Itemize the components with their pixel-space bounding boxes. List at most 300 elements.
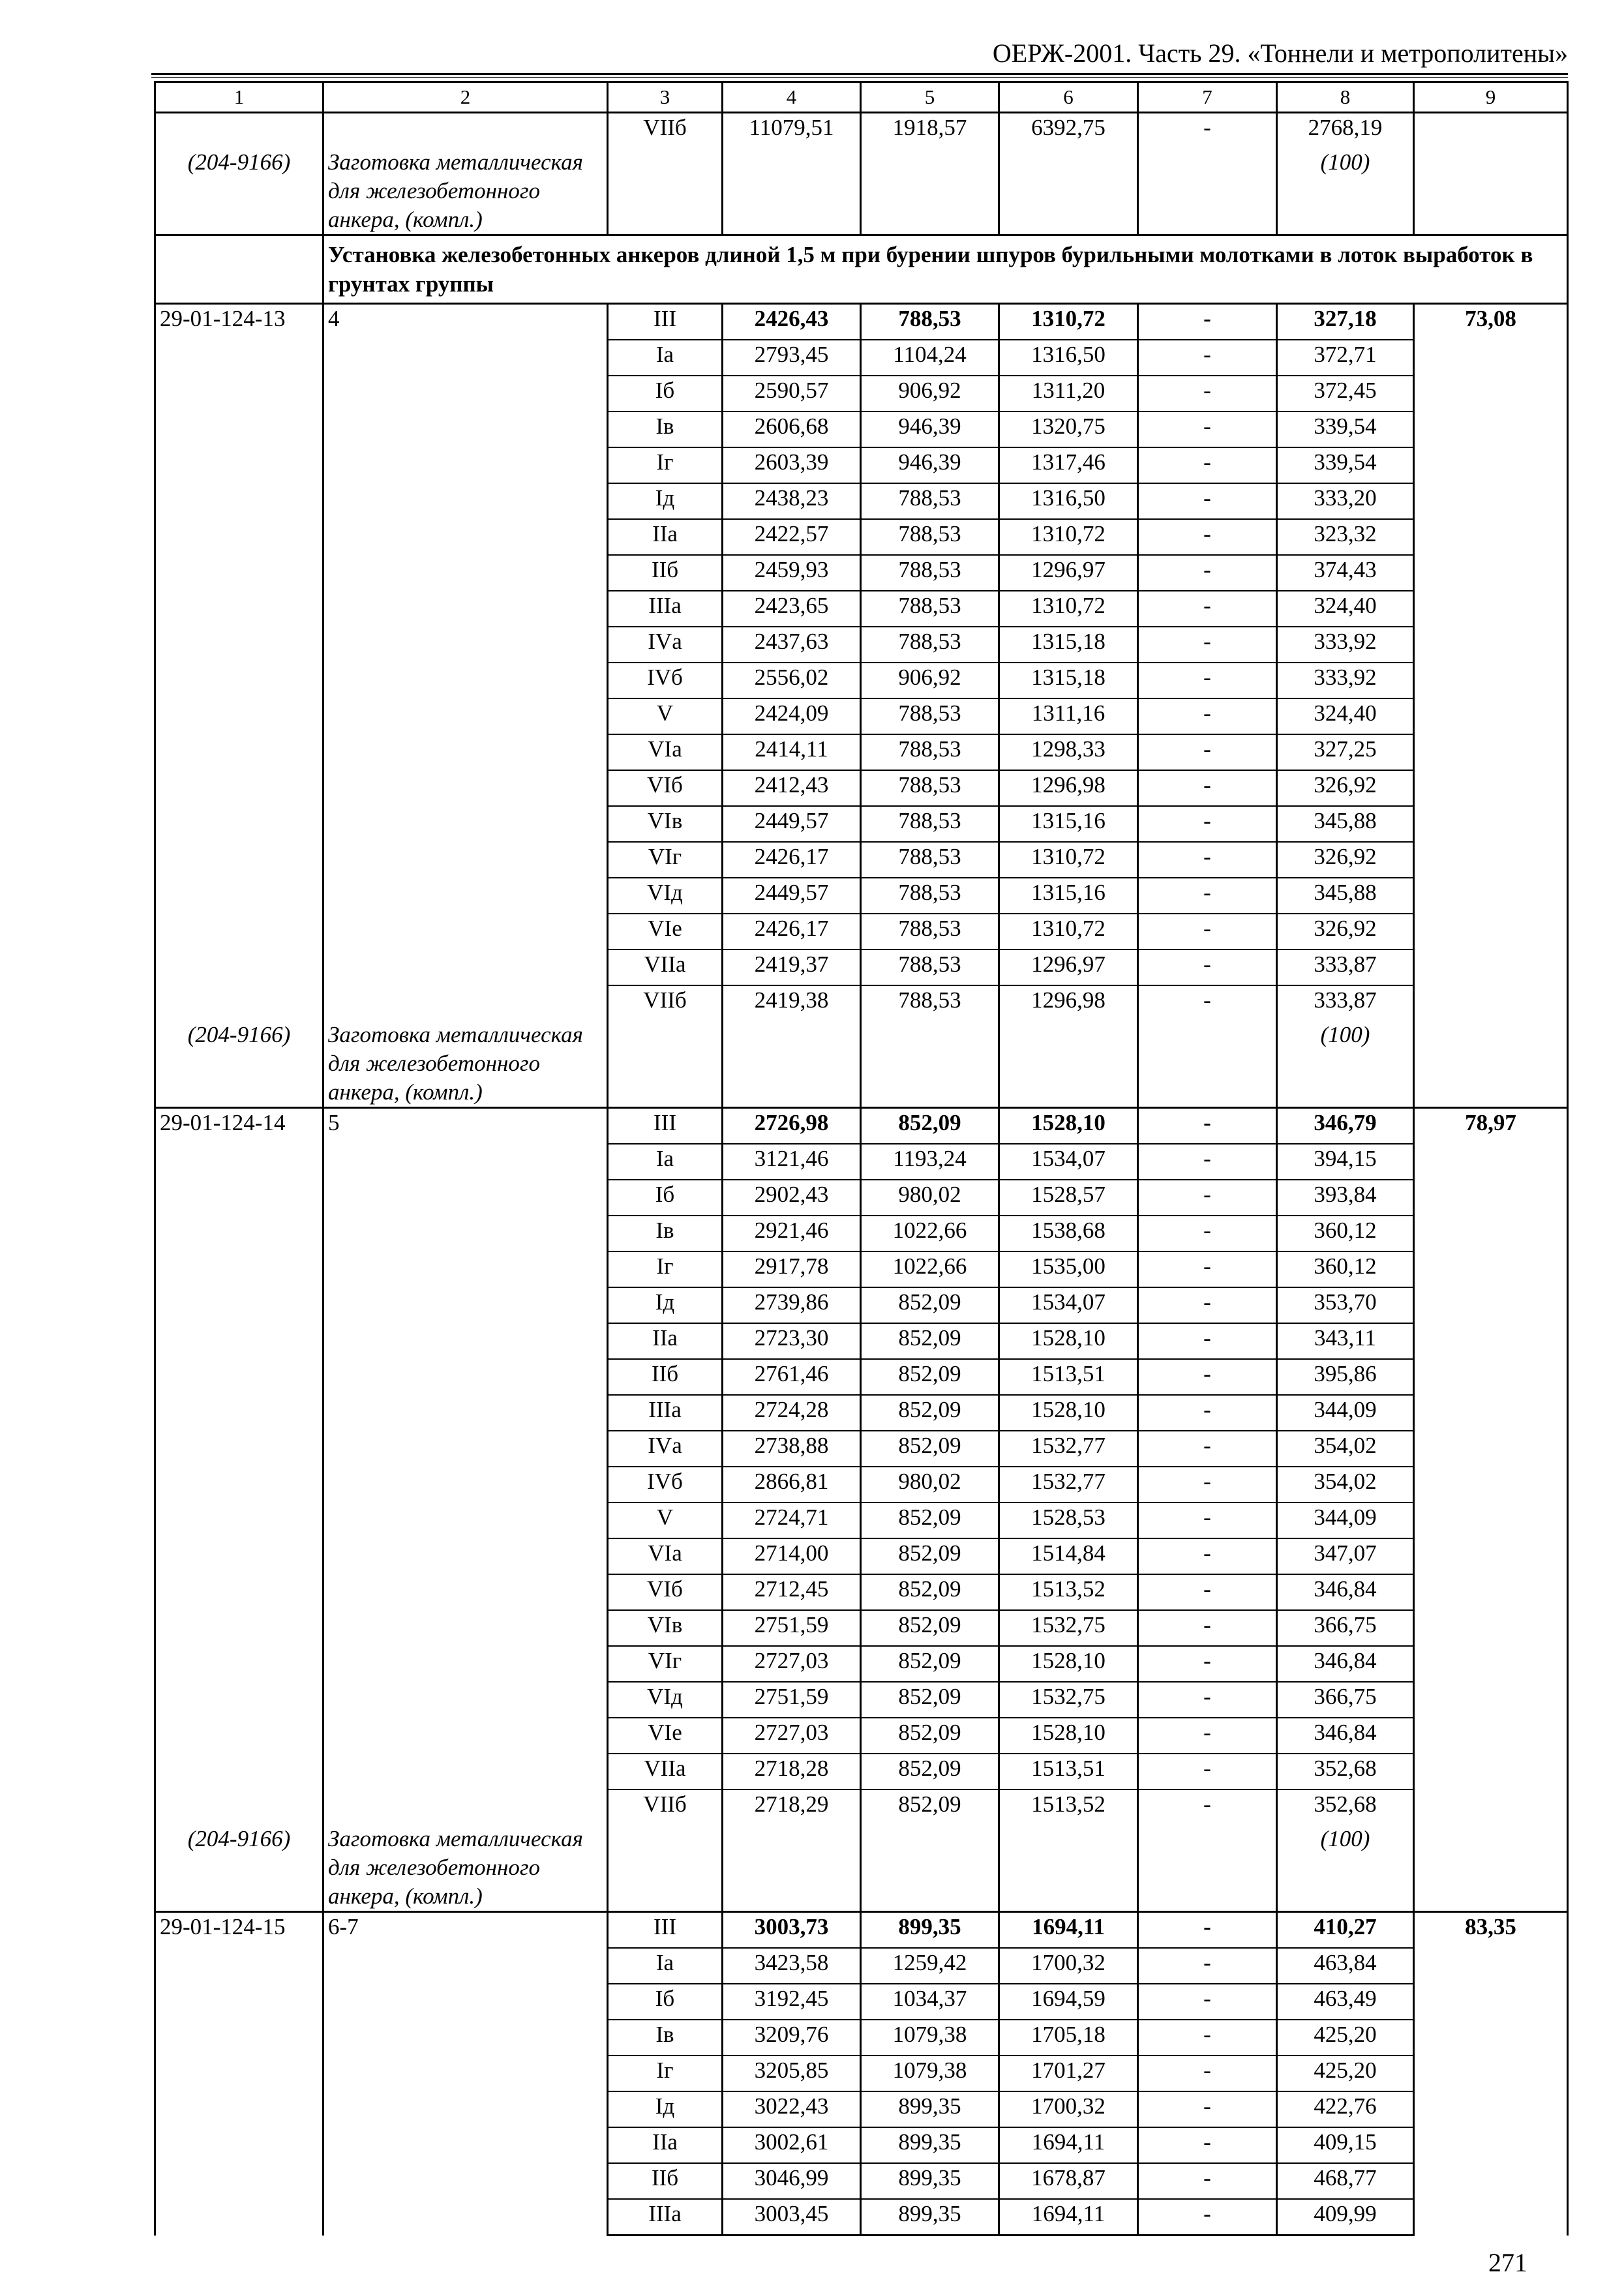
total-cost-cell: 2437,63 (723, 627, 861, 663)
machines-cell: 1694,11 (999, 2199, 1138, 2236)
group-cell: IVб (608, 1467, 723, 1503)
materials-cell: 463,49 (1277, 1984, 1414, 2020)
wages-cell: 788,53 (861, 304, 999, 340)
group-cell: III (608, 1108, 723, 1144)
page-header-title: ОЕРЖ-2001. Часть 29. «Тоннели и метрополитены» (992, 38, 1568, 68)
materials-cell: 422,76 (1277, 2091, 1414, 2127)
materials-cell: 366,75 (1277, 1610, 1414, 1646)
materials-cell: 354,02 (1277, 1467, 1414, 1503)
material-code: (204-9166) (155, 1825, 323, 1912)
group-cell: Iд (608, 483, 723, 519)
driver-wages-cell: - (1138, 1180, 1277, 1216)
total-cost-cell: 2606,68 (723, 411, 861, 447)
group-cell: IIб (608, 2163, 723, 2199)
wages-cell: 899,35 (861, 2127, 999, 2163)
machines-cell: 1514,84 (999, 1538, 1138, 1574)
machines-cell: 1532,77 (999, 1467, 1138, 1503)
wages-cell: 788,53 (861, 950, 999, 985)
group-cell: VIIб (608, 113, 723, 149)
material-quantity: (100) (1277, 148, 1414, 235)
machines-cell: 1528,53 (999, 1503, 1138, 1538)
driver-wages-cell: - (1138, 1431, 1277, 1467)
machines-cell: 1296,97 (999, 555, 1138, 591)
group-cell: IVб (608, 663, 723, 698)
total-cost-cell: 3121,46 (723, 1144, 861, 1180)
wages-cell: 1079,38 (861, 2056, 999, 2091)
wages-cell: 899,35 (861, 1912, 999, 1949)
total-cost-cell: 2426,43 (723, 304, 861, 340)
total-cost-cell: 2723,30 (723, 1323, 861, 1359)
group-cell: Iг (608, 2056, 723, 2091)
wages-cell: 852,09 (861, 1789, 999, 1825)
machines-cell: 1296,98 (999, 985, 1138, 1021)
total-cost-cell: 2714,00 (723, 1538, 861, 1574)
wages-cell: 788,53 (861, 483, 999, 519)
empty-cell (1414, 113, 1568, 235)
driver-wages-cell: - (1138, 627, 1277, 663)
materials-cell: 410,27 (1277, 1912, 1414, 1949)
total-cost-cell: 2414,11 (723, 734, 861, 770)
rate-code: 29-01-124-14 (155, 1108, 323, 1825)
machines-cell: 1528,10 (999, 1108, 1138, 1144)
wages-cell: 906,92 (861, 376, 999, 411)
wages-cell: 1034,37 (861, 1984, 999, 2020)
wages-cell: 1022,66 (861, 1251, 999, 1287)
driver-wages-cell: - (1138, 411, 1277, 447)
machines-cell: 1296,97 (999, 950, 1138, 985)
empty-cell (723, 148, 861, 235)
column-header-2: 2 (323, 82, 608, 113)
total-cost-cell: 2751,59 (723, 1610, 861, 1646)
driver-wages-cell: - (1138, 2163, 1277, 2199)
material-quantity: (100) (1277, 1021, 1414, 1108)
wages-cell: 899,35 (861, 2091, 999, 2127)
driver-wages-cell: - (1138, 1789, 1277, 1825)
group-cell: IIIа (608, 591, 723, 627)
materials-cell: 333,20 (1277, 483, 1414, 519)
materials-cell: 346,84 (1277, 1718, 1414, 1754)
driver-wages-cell: - (1138, 1682, 1277, 1718)
materials-cell: 395,86 (1277, 1359, 1414, 1395)
empty-cell (1138, 1021, 1277, 1108)
group-cell: Iд (608, 2091, 723, 2127)
driver-wages-cell: - (1138, 1395, 1277, 1431)
group-label: 5 (323, 1108, 608, 1825)
driver-wages-cell: - (1138, 483, 1277, 519)
column-header-5: 5 (861, 82, 999, 113)
machines-cell: 1311,20 (999, 376, 1138, 411)
driver-wages-cell: - (1138, 2091, 1277, 2127)
materials-cell: 468,77 (1277, 2163, 1414, 2199)
materials-cell: 333,92 (1277, 663, 1414, 698)
driver-wages-cell: - (1138, 340, 1277, 376)
machines-cell: 1513,51 (999, 1359, 1138, 1395)
wages-cell: 1918,57 (861, 113, 999, 149)
materials-cell: 372,45 (1277, 376, 1414, 411)
group-cell: V (608, 1503, 723, 1538)
materials-cell: 333,87 (1277, 950, 1414, 985)
total-cost-cell: 3046,99 (723, 2163, 861, 2199)
group-cell: IIIа (608, 2199, 723, 2236)
material-row (155, 1825, 1568, 1912)
machines-cell: 1315,18 (999, 663, 1138, 698)
driver-wages-cell: - (1138, 1251, 1277, 1287)
empty-cell (1138, 148, 1277, 235)
driver-wages-cell: - (1138, 555, 1277, 591)
empty-cell (861, 1825, 999, 1912)
wages-cell: 788,53 (861, 806, 999, 842)
empty-cell (861, 1021, 999, 1108)
machines-cell: 1528,10 (999, 1323, 1138, 1359)
driver-wages-cell: - (1138, 663, 1277, 698)
machines-cell: 1513,52 (999, 1574, 1138, 1610)
driver-wages-cell: - (1138, 698, 1277, 734)
machines-cell: 1528,10 (999, 1646, 1138, 1682)
total-cost-cell: 2419,37 (723, 950, 861, 985)
materials-cell: 360,12 (1277, 1251, 1414, 1287)
total-cost-cell: 2590,57 (723, 376, 861, 411)
total-cost-cell: 3209,76 (723, 2020, 861, 2056)
driver-wages-cell: - (1138, 1948, 1277, 1984)
total-cost-cell: 3423,58 (723, 1948, 861, 1984)
total-cost-cell: 2422,57 (723, 519, 861, 555)
materials-cell: 326,92 (1277, 914, 1414, 950)
machines-cell: 1535,00 (999, 1251, 1138, 1287)
driver-wages-cell: - (1138, 113, 1277, 149)
material-description: Заготовка металлическая для железобетонного анкера, (компл.) (323, 1021, 608, 1108)
total-cost-cell: 2438,23 (723, 483, 861, 519)
group-cell: Iб (608, 376, 723, 411)
wages-cell: 852,09 (861, 1503, 999, 1538)
wages-cell: 852,09 (861, 1359, 999, 1395)
column-header-4: 4 (723, 82, 861, 113)
materials-cell: 345,88 (1277, 806, 1414, 842)
column-header-9: 9 (1414, 82, 1568, 113)
table-body (155, 82, 1568, 2236)
group-cell: Iг (608, 1251, 723, 1287)
column-header-row (155, 82, 1568, 113)
group-cell: IIа (608, 2127, 723, 2163)
wages-cell: 1022,66 (861, 1216, 999, 1251)
labor-cost-cell: 78,97 (1414, 1108, 1568, 1912)
total-cost-cell: 2726,98 (723, 1108, 861, 1144)
materials-cell: 333,92 (1277, 627, 1414, 663)
machines-cell: 1701,27 (999, 2056, 1138, 2091)
total-cost-cell: 2419,38 (723, 985, 861, 1021)
machines-cell: 1534,07 (999, 1287, 1138, 1323)
group-cell: VIIб (608, 1789, 723, 1825)
group-cell: IIб (608, 555, 723, 591)
total-cost-cell: 3205,85 (723, 2056, 861, 2091)
driver-wages-cell: - (1138, 842, 1277, 878)
empty-cell (723, 1825, 861, 1912)
materials-cell: 339,54 (1277, 447, 1414, 483)
group-cell: Iа (608, 340, 723, 376)
table-row (155, 1912, 1568, 1949)
total-cost-cell: 2426,17 (723, 914, 861, 950)
materials-cell: 409,15 (1277, 2127, 1414, 2163)
wages-cell: 788,53 (861, 519, 999, 555)
group-cell: VIв (608, 806, 723, 842)
machines-cell: 1534,07 (999, 1144, 1138, 1180)
total-cost-cell: 3192,45 (723, 1984, 861, 2020)
machines-cell: 1513,51 (999, 1754, 1138, 1789)
wages-cell: 852,09 (861, 1108, 999, 1144)
machines-cell: 1528,10 (999, 1395, 1138, 1431)
driver-wages-cell: - (1138, 985, 1277, 1021)
total-cost-cell: 2793,45 (723, 340, 861, 376)
machines-cell: 1315,16 (999, 806, 1138, 842)
materials-cell: 425,20 (1277, 2056, 1414, 2091)
machines-cell: 1700,32 (999, 1948, 1138, 1984)
driver-wages-cell: - (1138, 1323, 1277, 1359)
driver-wages-cell: - (1138, 1574, 1277, 1610)
total-cost-cell: 2718,28 (723, 1754, 861, 1789)
machines-cell: 6392,75 (999, 113, 1138, 149)
total-cost-cell: 2921,46 (723, 1216, 861, 1251)
total-cost-cell: 2738,88 (723, 1431, 861, 1467)
wages-cell: 852,09 (861, 1431, 999, 1467)
materials-cell: 344,09 (1277, 1395, 1414, 1431)
materials-cell: 393,84 (1277, 1180, 1414, 1216)
group-cell: IIа (608, 1323, 723, 1359)
driver-wages-cell: - (1138, 1287, 1277, 1323)
section-title: Установка железобетонных анкеров длиной 1,5 м при бурении шпуров бурильными молотками в лоток выработок в грунтах группы (323, 235, 1568, 304)
total-cost-cell: 2423,65 (723, 591, 861, 627)
material-quantity: (100) (1277, 1825, 1414, 1912)
materials-cell: 327,18 (1277, 304, 1414, 340)
total-cost-cell: 2739,86 (723, 1287, 861, 1323)
group-cell: VIг (608, 842, 723, 878)
group-cell: VIд (608, 1682, 723, 1718)
group-cell: IVа (608, 627, 723, 663)
driver-wages-cell: - (1138, 950, 1277, 985)
wages-cell: 946,39 (861, 447, 999, 483)
materials-cell: 354,02 (1277, 1431, 1414, 1467)
materials-cell: 409,99 (1277, 2199, 1414, 2236)
empty-cell (323, 113, 608, 149)
driver-wages-cell: - (1138, 1610, 1277, 1646)
wages-cell: 1079,38 (861, 2020, 999, 2056)
driver-wages-cell: - (1138, 1646, 1277, 1682)
driver-wages-cell: - (1138, 1503, 1277, 1538)
materials-cell: 347,07 (1277, 1538, 1414, 1574)
rate-code: 29-01-124-15 (155, 1912, 323, 2236)
wages-cell: 980,02 (861, 1180, 999, 1216)
group-cell: IIа (608, 519, 723, 555)
wages-cell: 906,92 (861, 663, 999, 698)
materials-cell: 2768,19 (1277, 113, 1414, 149)
total-cost-cell: 2426,17 (723, 842, 861, 878)
group-cell: VIб (608, 770, 723, 806)
page-number: 271 (1488, 2248, 1527, 2277)
group-cell: Iа (608, 1948, 723, 1984)
empty-cell (723, 1021, 861, 1108)
empty-cell (155, 235, 323, 304)
driver-wages-cell: - (1138, 1467, 1277, 1503)
group-cell: IVа (608, 1431, 723, 1467)
material-code: (204-9166) (155, 1021, 323, 1108)
wages-cell: 1259,42 (861, 1948, 999, 1984)
group-cell: VIIа (608, 950, 723, 985)
group-cell: Iд (608, 1287, 723, 1323)
total-cost-cell: 2751,59 (723, 1682, 861, 1718)
materials-cell: 352,68 (1277, 1789, 1414, 1825)
wages-cell: 852,09 (861, 1574, 999, 1610)
wages-cell: 852,09 (861, 1323, 999, 1359)
materials-cell: 326,92 (1277, 842, 1414, 878)
total-cost-cell: 2556,02 (723, 663, 861, 698)
driver-wages-cell: - (1138, 914, 1277, 950)
wages-cell: 1104,24 (861, 340, 999, 376)
column-header-8: 8 (1277, 82, 1414, 113)
driver-wages-cell: - (1138, 591, 1277, 627)
total-cost-cell: 2449,57 (723, 806, 861, 842)
empty-cell (999, 1021, 1138, 1108)
group-cell: IIIа (608, 1395, 723, 1431)
total-cost-cell: 11079,51 (723, 113, 861, 149)
driver-wages-cell: - (1138, 2199, 1277, 2236)
machines-cell: 1528,10 (999, 1718, 1138, 1754)
machines-cell: 1694,11 (999, 2127, 1138, 2163)
total-cost-cell: 3003,45 (723, 2199, 861, 2236)
machines-cell: 1316,50 (999, 340, 1138, 376)
driver-wages-cell: - (1138, 304, 1277, 340)
total-cost-cell: 2917,78 (723, 1251, 861, 1287)
materials-cell: 372,71 (1277, 340, 1414, 376)
total-cost-cell: 2866,81 (723, 1467, 861, 1503)
driver-wages-cell: - (1138, 878, 1277, 914)
materials-cell: 327,25 (1277, 734, 1414, 770)
wages-cell: 1193,24 (861, 1144, 999, 1180)
driver-wages-cell: - (1138, 1108, 1277, 1144)
labor-cost-cell: 83,35 (1414, 1912, 1568, 2236)
wages-cell: 899,35 (861, 2199, 999, 2236)
material-row (155, 1021, 1568, 1108)
group-cell: Iа (608, 1144, 723, 1180)
total-cost-cell: 2459,93 (723, 555, 861, 591)
group-label: 4 (323, 304, 608, 1021)
driver-wages-cell: - (1138, 806, 1277, 842)
materials-cell: 324,40 (1277, 698, 1414, 734)
group-cell: VIа (608, 1538, 723, 1574)
wages-cell: 852,09 (861, 1538, 999, 1574)
wages-cell: 788,53 (861, 878, 999, 914)
driver-wages-cell: - (1138, 734, 1277, 770)
group-cell: III (608, 1912, 723, 1949)
machines-cell: 1298,33 (999, 734, 1138, 770)
group-cell: VIд (608, 878, 723, 914)
materials-cell: 346,79 (1277, 1108, 1414, 1144)
driver-wages-cell: - (1138, 1984, 1277, 2020)
machines-cell: 1528,57 (999, 1180, 1138, 1216)
machines-cell: 1310,72 (999, 591, 1138, 627)
total-cost-cell: 2727,03 (723, 1646, 861, 1682)
total-cost-cell: 2412,43 (723, 770, 861, 806)
machines-cell: 1513,52 (999, 1789, 1138, 1825)
total-cost-cell: 2718,29 (723, 1789, 861, 1825)
materials-cell: 345,88 (1277, 878, 1414, 914)
materials-cell: 463,84 (1277, 1948, 1414, 1984)
total-cost-cell: 2449,57 (723, 878, 861, 914)
column-header-1: 1 (155, 82, 323, 113)
driver-wages-cell: - (1138, 1538, 1277, 1574)
section-title-row (155, 235, 1568, 304)
total-cost-cell: 2724,28 (723, 1395, 861, 1431)
group-cell: VIе (608, 914, 723, 950)
wages-cell: 852,09 (861, 1610, 999, 1646)
wages-cell: 852,09 (861, 1754, 999, 1789)
materials-cell: 343,11 (1277, 1323, 1414, 1359)
group-cell: VIе (608, 1718, 723, 1754)
wages-cell: 788,53 (861, 555, 999, 591)
wages-cell: 852,09 (861, 1646, 999, 1682)
empty-cell (608, 1021, 723, 1108)
wages-cell: 852,09 (861, 1287, 999, 1323)
wages-cell: 980,02 (861, 1467, 999, 1503)
header-rule (151, 73, 1568, 75)
group-cell: Iб (608, 1180, 723, 1216)
driver-wages-cell: - (1138, 447, 1277, 483)
material-code: (204-9166) (155, 148, 323, 235)
machines-cell: 1310,72 (999, 304, 1138, 340)
driver-wages-cell: - (1138, 1359, 1277, 1395)
labor-cost-cell: 73,08 (1414, 304, 1568, 1108)
driver-wages-cell: - (1138, 2056, 1277, 2091)
group-cell: Iв (608, 411, 723, 447)
machines-cell: 1538,68 (999, 1216, 1138, 1251)
group-cell: VIа (608, 734, 723, 770)
table-row (155, 113, 1568, 149)
header-rule-thin (151, 77, 1568, 78)
driver-wages-cell: - (1138, 1718, 1277, 1754)
driver-wages-cell: - (1138, 519, 1277, 555)
total-cost-cell: 2902,43 (723, 1180, 861, 1216)
wages-cell: 788,53 (861, 985, 999, 1021)
machines-cell: 1705,18 (999, 2020, 1138, 2056)
driver-wages-cell: - (1138, 1754, 1277, 1789)
total-cost-cell: 2761,46 (723, 1359, 861, 1395)
materials-cell: 323,32 (1277, 519, 1414, 555)
machines-cell: 1310,72 (999, 914, 1138, 950)
group-cell: VIIа (608, 1754, 723, 1789)
materials-cell: 346,84 (1277, 1574, 1414, 1610)
total-cost-cell: 2424,09 (723, 698, 861, 734)
machines-cell: 1316,50 (999, 483, 1138, 519)
machines-cell: 1310,72 (999, 842, 1138, 878)
empty-cell (999, 148, 1138, 235)
wages-cell: 946,39 (861, 411, 999, 447)
wages-cell: 852,09 (861, 1718, 999, 1754)
machines-cell: 1315,16 (999, 878, 1138, 914)
empty-cell (608, 1825, 723, 1912)
wages-cell: 788,53 (861, 698, 999, 734)
materials-cell: 394,15 (1277, 1144, 1414, 1180)
machines-cell: 1317,46 (999, 447, 1138, 483)
machines-cell: 1532,75 (999, 1610, 1138, 1646)
materials-cell: 353,70 (1277, 1287, 1414, 1323)
group-cell: III (608, 304, 723, 340)
group-cell: V (608, 698, 723, 734)
driver-wages-cell: - (1138, 2020, 1277, 2056)
column-header-3: 3 (608, 82, 723, 113)
machines-cell: 1320,75 (999, 411, 1138, 447)
machines-cell: 1311,16 (999, 698, 1138, 734)
machines-cell: 1694,59 (999, 1984, 1138, 2020)
total-cost-cell: 2712,45 (723, 1574, 861, 1610)
group-cell: VIг (608, 1646, 723, 1682)
rate-code: 29-01-124-13 (155, 304, 323, 1021)
